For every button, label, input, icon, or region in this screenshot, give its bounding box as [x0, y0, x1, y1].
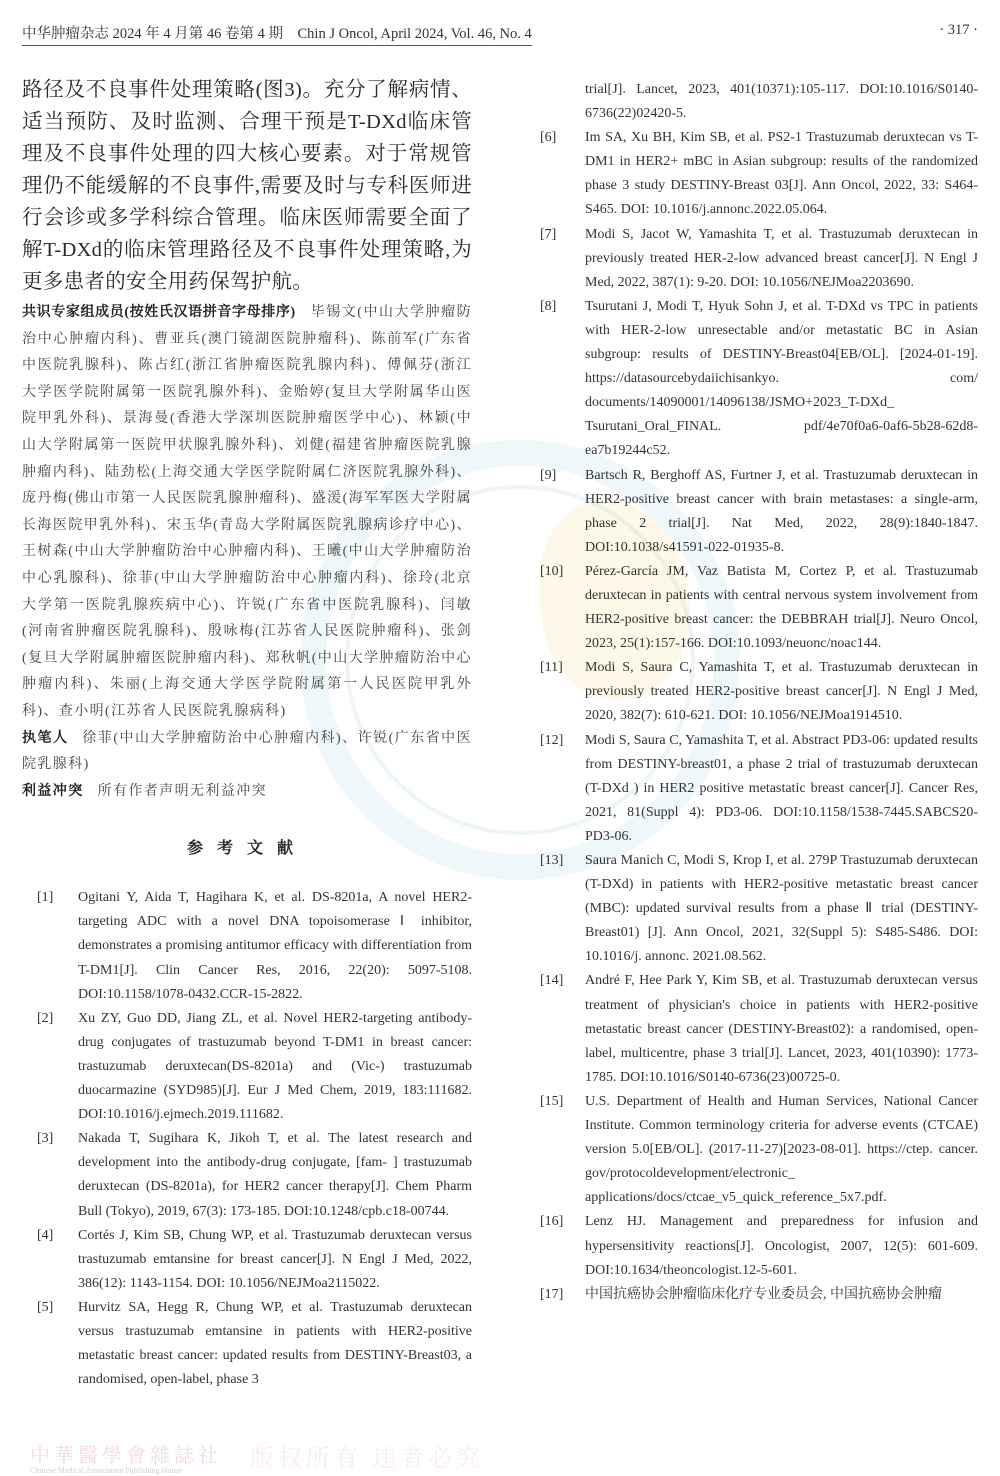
reference-number: [9]	[540, 467, 557, 483]
reference-item	[540, 223, 978, 295]
reference-number: [3]	[37, 1131, 54, 1147]
reference-item	[22, 1007, 472, 1127]
reference-text: U.S. Department of Health and Human Services, National Cancer Institute. Common terminology criteria for adverse events (CTCAE) version 5.0[EB/OL]. (2017-11-27)[2023-08-01]. https://ctep. cancer. gov/protocoldevelopment/electronic_ applications/docs/ctcae_v5_quick_reference_5x7.pdf.	[585, 1093, 978, 1206]
conflict-of-interest	[22, 779, 472, 806]
publisher-watermark: 中華醫學會雜誌社	[30, 1445, 222, 1467]
reference-item	[540, 969, 978, 1089]
running-header: 中华肿瘤杂志 2024 年 4 月第 46 卷第 4 期 Chin J Oncol, April 2024, Vol. 46, No. 4	[22, 22, 532, 46]
reference-item	[540, 1210, 978, 1282]
right-column	[540, 78, 978, 1307]
reference-number: [10]	[540, 563, 564, 579]
reference-item	[22, 1296, 472, 1392]
reference-text: Pérez-García JM, Vaz Batista M, Cortez P, et al. Trastuzumab deruxtecan in patients with central nervous system involvement from HER2-positive breast cancer: the DEBBRAH trial[J]. Neuro Oncol, 2023, 25(1):157-166. DOI:10.1093/neuonc/noac144.	[585, 563, 978, 652]
reference-text: Hurvitz SA, Hegg R, Chung WP, et al. Trastuzumab deruxtecan versus trastuzumab emtansine in patients with HER2-positive metastatic breast cancer: updated results from DESTINY-Breast03, a randomised, open-label, phase 3	[78, 1299, 472, 1388]
reference-number: [11]	[540, 660, 563, 676]
references-heading: 参考文献	[186, 840, 307, 858]
members-label: 共识专家组成员(按姓氏汉语拼音字母排序)	[22, 305, 296, 320]
reference-item	[540, 126, 978, 222]
reference-text: Bartsch R, Berghoff AS, Furtner J, et al. Trastuzumab deruxtecan in HER2-positive breast cancer with brain metastases: a single-arm, phase 2 trial[J]. Nat Med, 2022, 28(9):1840-1847. DOI:10.1038/s41591-022-01935-8.	[585, 467, 978, 555]
reference-item	[540, 295, 978, 464]
reference-item	[540, 560, 978, 656]
reference-text: Tsurutani J, Modi T, Hyuk Sohn J, et al. T-DXd vs TPC in patients with HER-2-low unresectable and/or metastatic BC in Asian subgroup: results of DESTINY-Breast04[EB/OL]. [2024-01-19]. https://datasourcebydaiichisankyo. com/ documents/14090001/14096138/JSMO+2023_T-DXd_ Tsurutani_Oral_FINAL. pdf/4e70f0a6-0af6-5b28-62d8-ea7b19244c52.	[585, 298, 978, 459]
reference-number: [2]	[37, 1010, 54, 1026]
reference-text: Xu ZY, Guo DD, Jiang ZL, et al. Novel HER2-targeting antibody-drug conjugates of trastuzumab beyond T-DM1 in breast cancer: trastuzumab deruxtecan(DS-8201a) and (Vic-) trastuzumab duocarmazine (SYD985)[J]. Eur J Med Chem, 2019, 183:111682. DOI:10.1016/j.ejmech.2019.111682.	[78, 1010, 472, 1123]
reference-number: [7]	[540, 226, 557, 242]
left-column	[22, 74, 472, 1392]
page-number: · 317 ·	[939, 22, 978, 38]
members-text: 毕锡文(中山大学肿瘤防治中心肿瘤内科)、曹亚兵(澳门镜湖医院肿瘤科)、陈前军(广东省中医院乳腺科)、陈占红(浙江省肿瘤医院乳腺内科)、傅佩芬(浙江大学医学院附属第一医院乳腺外科)、金贻婷(复旦大学附属华山医院甲乳外科)、景海曼(香港大学深圳医院肿瘤医学中心)、林颖(中山大学附属第一医院甲状腺乳腺外科)、刘健(福建省肿瘤医院乳腺肿瘤内科)、陆劲松(上海交通大学医学院附属仁济医院乳腺外科)、庞丹梅(佛山市第一人民医院乳腺肿瘤科)、盛湲(海军军医大学附属长海医院甲乳外科)、宋玉华(青岛大学附属医院乳腺病诊疗中心)、王树森(中山大学肿瘤防治中心肿瘤内科)、王曦(中山大学肿瘤防治中心乳腺科)、徐菲(中山大学肿瘤防治中心肿瘤内科)、徐玲(北京大学第一医院乳腺疾病中心)、许锐(广东省中医院乳腺科)、闫敏(河南省肿瘤医院乳腺科)、殷咏梅(江苏省人民医院肿瘤科)、张剑(复旦大学附属肿瘤医院肿瘤内科)、郑秋帆(中山大学肿瘤防治中心肿瘤内科)、朱丽(上海交通大学医学院附属第一人民医院甲乳外科)、查小明(江苏省人民医院乳腺病科)	[22, 305, 473, 719]
reference-item	[540, 1283, 978, 1307]
references-list-left	[22, 886, 472, 1392]
reference-number: [1]	[37, 890, 54, 906]
reference-number: [15]	[540, 1093, 564, 1109]
reference-text: Im SA, Xu BH, Kim SB, et al. PS2-1 Trastuzumab deruxtecan vs T-DM1 in HER2+ mBC in Asian subgroup: results of the randomized phase 3 study DESTINY-Breast 03[J]. Ann Oncol, 2022, 33: S464-S465. DOI: 10.1016/j.annonc.2022.05.064.	[585, 130, 978, 218]
reference-text: Modi S, Saura C, Yamashita T, et al. Abstract PD3-06: updated results from DESTINY-breast01, a phase 2 trial of trastuzumab deruxtecan (T-DXd ) in HER2 positive metastatic breast cancer[J]. Cancer Res, 2021, 81(Suppl 4): PD3-06. DOI:10.1158/1538-7445.SABCS20-PD3-06.	[585, 732, 978, 844]
rights-watermark: 版权所有 违者必究	[250, 1446, 484, 1472]
reference-number: [5]	[37, 1299, 54, 1315]
reference-item	[540, 656, 978, 728]
reference-number: [4]	[37, 1227, 54, 1243]
reference-text: Lenz HJ. Management and preparedness for infusion and hypersensitivity reactions[J]. Oncologist, 2007, 12(5): 601-609. DOI:10.1634/theoncologist.12-5-601.	[585, 1214, 978, 1278]
reference-text: Cortés J, Kim SB, Chung WP, et al. Trastuzumab deruxtecan versus trastuzumab emtansine for breast cancer[J]. N Engl J Med, 2022, 386(12): 1143-1154. DOI: 10.1056/NEJMoa2115022.	[78, 1227, 472, 1291]
reference-item	[22, 886, 472, 1006]
reference-text: Modi S, Jacot W, Yamashita T, et al. Trastuzumab deruxtecan in previously treated HER-2-low advanced breast cancer[J]. N Engl J Med, 2022, 387(1): 9-20. DOI: 10.1056/NEJMoa2203690.	[585, 226, 978, 290]
reference-number: [12]	[540, 732, 564, 748]
reference-number: [8]	[540, 298, 557, 314]
expert-members	[22, 300, 472, 726]
reference-item	[540, 464, 978, 560]
conflict-label: 利益冲突	[22, 783, 84, 799]
reference-text: André F, Hee Park Y, Kim SB, et al. Trastuzumab deruxtecan versus treatment of physician's choice in patients with HER2-positive metastatic breast cancer (DESTINY-Breast02): a randomised, open-label, multicentre, phase 3 trial[J]. Lancet, 2023, 401(10390): 1773-1785. DOI:10.1016/S0140-6736(23)00725-0.	[585, 973, 978, 1085]
body-paragraph: 路径及不良事件处理策略(图3)。充分了解病情、适当预防、及时监测、合理干预是T-DXd临床管理及不良事件处理的四大核心要素。对于常规管理仍不能缓解的不良事件,需要及时与专科医师进行会诊或多学科综合管理。临床医师需要全面了解T-DXd的临床管理路径及不良事件处理策略,为更多患者的安全用药保驾护航。	[22, 79, 472, 293]
writer-text: 徐菲(中山大学肿瘤防治中心肿瘤内科)、许锐(广东省中医院乳腺科)	[22, 730, 472, 773]
reference-item	[540, 849, 978, 969]
reference-text: Saura Manich C, Modi S, Krop I, et al. 279P Trastuzumab deruxtecan (T-DXd) in patients with HER2-positive metastatic breast cancer (MBC): updated survival results from a phase Ⅱ trial (DESTINY-Breast01) [J]. Ann Oncol, 2021, 32(Suppl 5): S485-S486. DOI: 10.1016/j. annonc. 2021.08.562.	[585, 853, 978, 965]
reference-number: [16]	[540, 1214, 564, 1230]
reference-item	[540, 1090, 978, 1210]
reference-text: 中国抗癌协会肿瘤临床化疗专业委员会, 中国抗癌协会肿瘤	[585, 1286, 942, 1302]
reference-number: [17]	[540, 1286, 564, 1302]
reference-number: [13]	[540, 853, 564, 868]
reference-number: [14]	[540, 973, 564, 989]
writers	[22, 726, 472, 779]
reference-item	[22, 1127, 472, 1223]
reference-text: Nakada T, Sugihara K, Jikoh T, et al. The latest research and development into the antibody-drug conjugate, [fam- ] trastuzumab deruxtecan (DS-8201a), for HER2 cancer therapy[J]. Chem Pharm Bull (Tokyo), 2019, 67(3): 173-185. DOI:10.1248/cpb.c18-00744.	[78, 1131, 472, 1219]
reference-item	[22, 1224, 472, 1296]
writer-label: 执笔人	[22, 730, 69, 746]
references-list-right	[540, 126, 978, 1307]
publisher-watermark-en: Chinese Medical Association Publishing House	[30, 1466, 182, 1475]
reference-continuation: trial[J]. Lancet, 2023, 401(10371):105-117. DOI:10.1016/S0140-6736(22)02420-5.	[585, 82, 978, 122]
conflict-text: 所有作者声明无利益冲突	[97, 783, 268, 799]
reference-item	[540, 729, 978, 849]
reference-text: Modi S, Saura C, Yamashita T, et al. Trastuzumab deruxtecan in previously treated HER2-positive breast cancer[J]. N Engl J Med, 2020, 382(7): 610-621. DOI: 10.1056/NEJMoa1914510.	[585, 660, 978, 724]
reference-text: Ogitani Y, Aida T, Hagihara K, et al. DS-8201a, A novel HER2-targeting ADC with a novel DNA topoisomerase Ⅰ inhibitor, demonstrates a promising antitumor efficacy with differentiation from T-DM1[J]. Clin Cancer Res, 2016, 22(20): 5097-5108. DOI:10.1158/1078-0432.CCR-15-2822.	[78, 890, 472, 1002]
reference-number: [6]	[540, 130, 557, 146]
